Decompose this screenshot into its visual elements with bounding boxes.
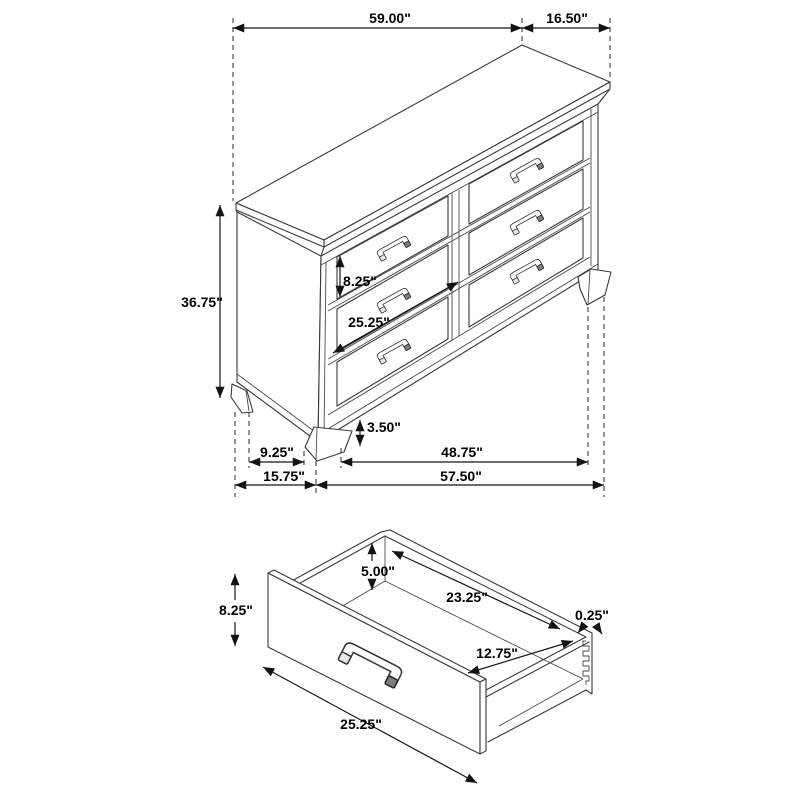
dim-overall-height: 36.75" [181,294,223,310]
dresser-front-left-foot [305,427,352,461]
dresser-view [181,10,611,497]
dim-drawer-front-height: 8.25" [219,602,253,618]
dim-overall-width: 59.00" [369,10,411,26]
dim-drawer-front-width: 25.25" [340,716,382,732]
drawer-box [268,530,592,754]
drawer-view [219,530,609,783]
dresser-front-right-foot [578,269,611,305]
dim-box-inner-depth: 12.75" [476,645,518,661]
dim-drawer-front-width: 25.25" [348,314,390,330]
dim-box-inner-width: 23.25" [446,589,488,605]
dim-front-feet-inner-span: 48.75" [441,444,483,460]
dim-side-floor-span: 15.75" [263,468,305,484]
dim-box-inner-height: 5.00" [361,563,395,579]
dovetail-joint [583,641,589,685]
dim-overall-depth: 16.50" [546,10,588,26]
dim-panel-thickness: 0.25" [575,607,609,623]
dim-foot-height: 3.50" [367,419,401,435]
dim-back-foot-offset: 9.25" [260,444,294,460]
dim-front-floor-span: 57.50" [440,468,482,484]
dim-drawer-front-height: 8.25" [343,273,377,289]
